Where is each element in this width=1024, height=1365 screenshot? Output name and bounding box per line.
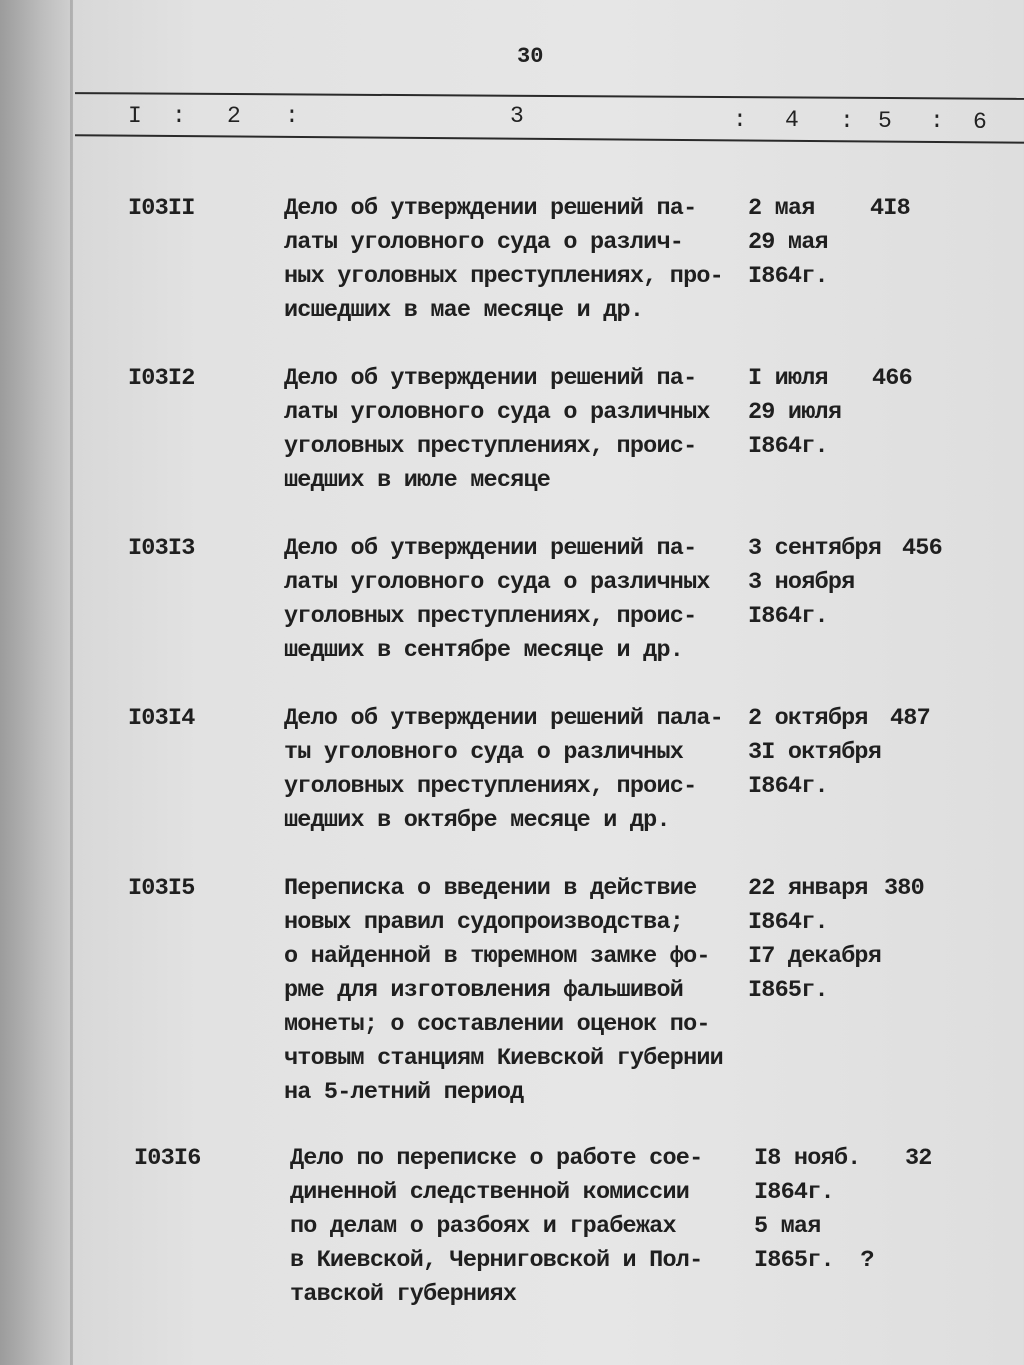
date-line: I864г. [748,433,828,460]
column-separator: : [733,107,747,133]
date-line: 2 мая [748,195,815,222]
column-separator: : [285,103,299,129]
date-line: I июля [748,365,828,392]
description-line: рме для изготовления фальшивой [284,977,684,1004]
description-line: Дело об утверждении решений па- [284,365,697,392]
header-bottom-rule [75,134,1024,144]
description-line: ты уголовного суда о различных [284,739,684,766]
page-count: 456 [902,535,942,562]
description-line: чтовым станциям Киевской губернии [284,1045,723,1072]
description-line: латы уголовного суда о различ- [284,229,684,256]
description-line: шедших в сентябре месяце и др. [284,637,684,664]
date-line: 29 июля [748,399,842,426]
record-number: I03I5 [128,875,195,902]
record-number: I03I6 [134,1145,201,1172]
record-number: I03I3 [128,535,195,562]
column-3-header: 3 [510,103,524,129]
date-line: 22 января [748,875,868,902]
description-line: Дело по переписке о работе сое- [290,1145,703,1172]
description-line: шедших в октябре месяце и др. [284,807,670,834]
description-line: шедших в июле месяце [284,467,551,494]
date-line: I864г. [748,773,828,800]
record-number: I03I4 [128,705,195,732]
description-line: новых правил судопроизводства; [284,909,684,936]
description-line: латы уголовного суда о различных [284,399,710,426]
date-line: 3 ноября [748,569,855,596]
description-line: диненной следственной комиссии [290,1179,690,1206]
page-count: 4I8 [870,195,910,222]
description-line: по делам о разбоях и грабежах [290,1213,676,1240]
date-line: I864г. [754,1179,834,1206]
date-line: I865г. [748,977,828,1004]
page-count: 487 [890,705,930,732]
description-line: Дело об утверждении решений па- [284,195,697,222]
page-count: 380 [884,875,924,902]
description-line: в Киевской, Черниговской и Пол- [290,1247,703,1274]
description-line: монеты; о составлении оценок по- [284,1011,710,1038]
adjacent-page-edge [0,0,72,1365]
column-1-header: I [128,103,142,129]
column-6-header: 6 [973,109,987,135]
date-line: I7 декабря [748,943,882,970]
description-line: уголовных преступлениях, проис- [284,773,697,800]
column-separator: : [930,108,944,134]
header-top-rule [75,92,1024,100]
description-line: исшедших в мае месяце и др. [284,297,644,324]
description-line: ных уголовных преступлениях, про- [284,263,723,290]
column-2-header: 2 [227,103,241,129]
date-line: I864г. [748,909,828,936]
description-line: Переписка о введении в действие [284,875,697,902]
description-line: Дело об утверждении решений пала- [284,705,723,732]
description-line: тавской губерниях [290,1281,517,1308]
column-separator: : [840,108,854,134]
description-line: Дело об утверждении решений па- [284,535,697,562]
date-line: I865г. ? [754,1247,874,1274]
date-line: I8 нояб. [754,1145,861,1172]
page-fold [70,0,73,1365]
date-line: 5 мая [754,1213,821,1240]
page-count: 32 [905,1145,932,1172]
description-line: уголовных преступлениях, проис- [284,603,697,630]
column-5-header: 5 [878,108,892,134]
page-number: 30 [517,44,544,69]
description-line: о найденной в тюремном замке фо- [284,943,710,970]
date-line: 2 октября [748,705,868,732]
date-line: 3I октября [748,739,882,766]
date-line: I864г. [748,263,828,290]
description-line: на 5-летний период [284,1079,524,1106]
record-number: I03I2 [128,365,195,392]
record-number: I03II [128,195,195,222]
date-line: 3 сентября [748,535,882,562]
date-line: 29 мая [748,229,828,256]
description-line: уголовных преступлениях, проис- [284,433,697,460]
date-line: I864г. [748,603,828,630]
description-line: латы уголовного суда о различных [284,569,710,596]
column-separator: : [172,103,186,129]
page-count: 466 [872,365,912,392]
column-4-header: 4 [785,107,799,133]
